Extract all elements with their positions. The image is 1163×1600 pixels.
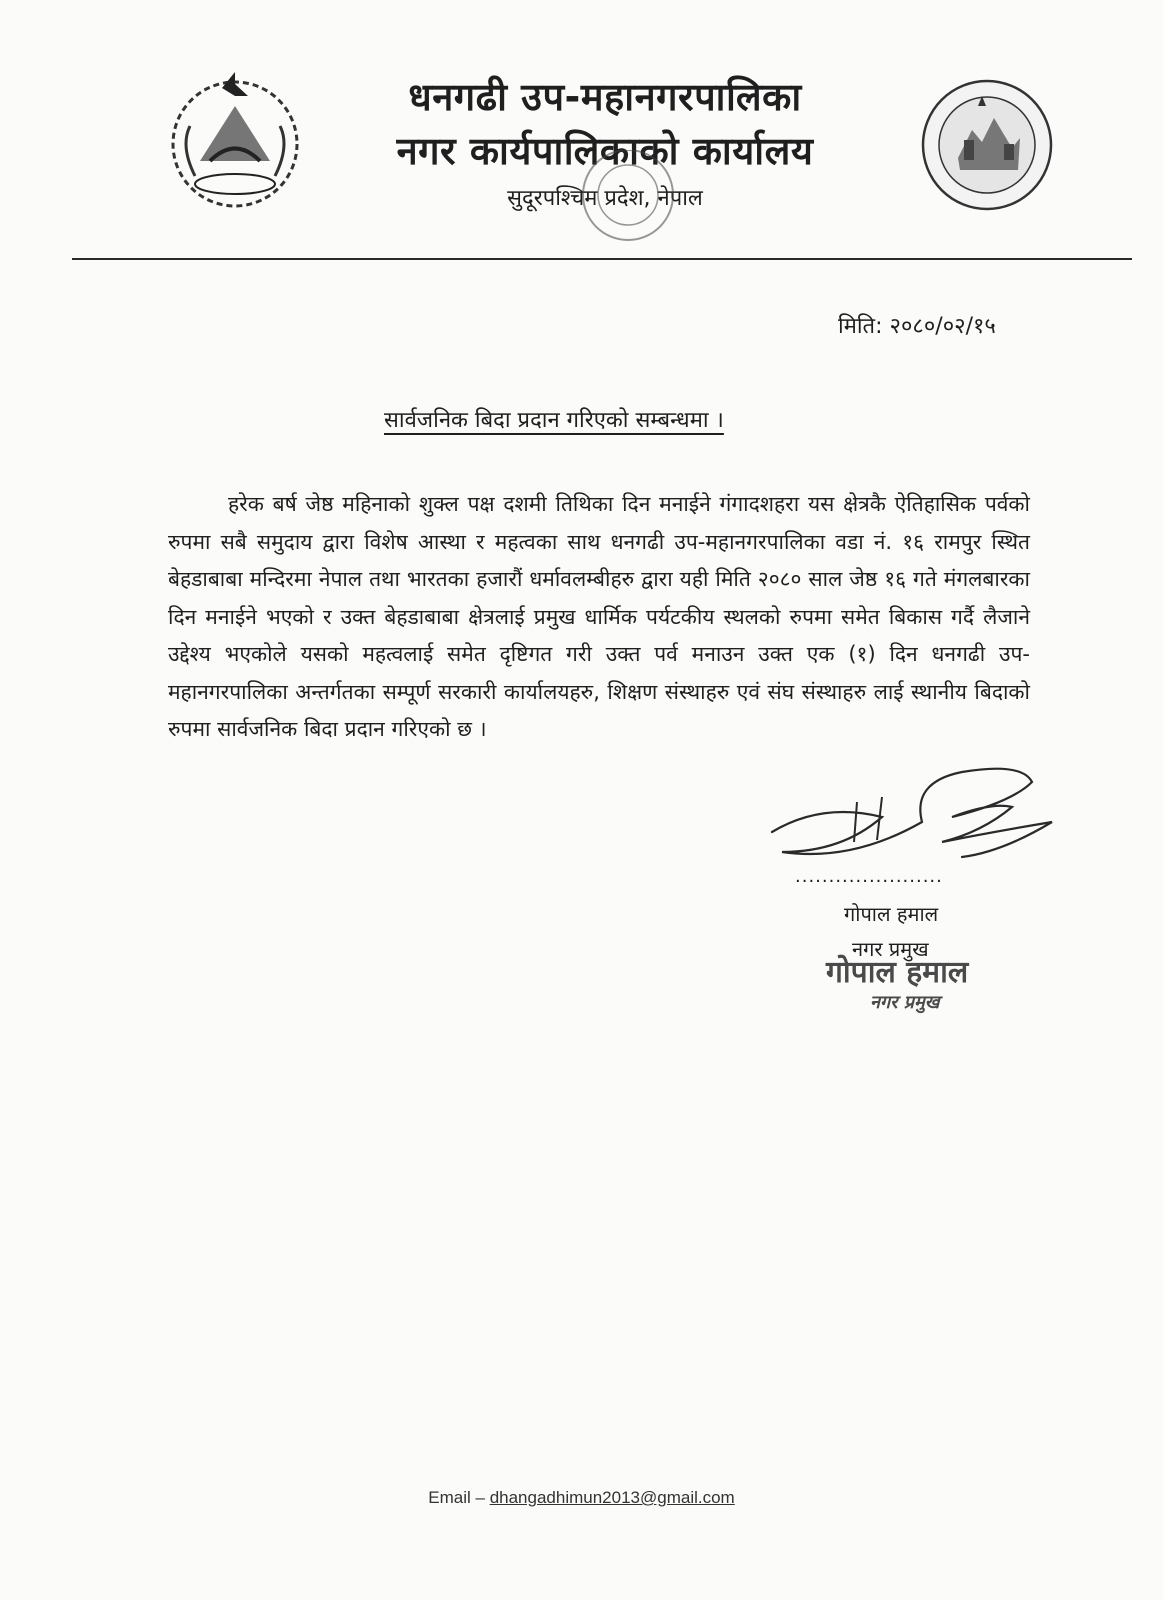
- letter-subject: सार्वजनिक बिदा प्रदान गरिएको सम्बन्धमा ।: [384, 408, 724, 433]
- signatory-title: नगर प्रमुख: [852, 937, 929, 961]
- email-link[interactable]: dhangadhimun2013@gmail.com: [489, 1488, 735, 1507]
- dhangadhi-municipality-seal-icon: [920, 78, 1055, 213]
- signature-icon: [762, 762, 1082, 882]
- stamp-signatory-name: गोपाल हमाल: [826, 955, 969, 990]
- organization-name: धनगढी उप-महानगरपालिका: [408, 75, 802, 119]
- footer: [0, 1488, 1163, 1508]
- date-label: मिति:: [838, 314, 883, 339]
- date-value: २०८०/०२/१५: [889, 314, 996, 339]
- letter-date: [838, 310, 996, 340]
- nepal-government-emblem-icon: [160, 66, 310, 216]
- office-location: सुदूरपश्चिम प्रदेश, नेपाल: [507, 186, 703, 211]
- stamp-signatory-title: नगर प्रमुख: [870, 992, 940, 1013]
- header-divider: [72, 258, 1132, 260]
- email-label: Email –: [428, 1488, 490, 1507]
- signature-line: ......................: [795, 866, 943, 887]
- office-name: नगर कार्यपालिकाको कार्यालय: [396, 129, 814, 173]
- letter-body: हरेक बर्ष जेष्ठ महिनाको शुक्ल पक्ष दशमी तिथिका दिन मनाईने गंगादशहरा यस क्षेत्रकै ऐतिहासिक पर्वको रुपमा सबै समुदाय द्वारा विशेष आस्था र महत्वका साथ धनगढी उप-महानगरपालिका वडा नं. १६ रामपुर स्थित बेहडाबाबा मन्दिरमा नेपाल तथा भारतका हजारौं धर्मावलम्बीहरु द्वारा यही मिति २०८० साल जेष्ठ १६ गते मंगलबारका दिन मनाईने भएको र उक्त बेहडाबाबा क्षेत्रलाई प्रमुख धार्मिक पर्यटकीय स्थलको रुपमा समेत बिकास गर्दै लैजाने उद्देश्य भएकोले यसको महत्वलाई समेत दृष्टिगत गरी उक्त पर्व मनाउन उक्त एक (१) दिन धनगढी उप-महानगरपालिका अन्तर्गतका सम्पूर्ण सरकारी कार्यालयहरु, शिक्षण संस्थाहरु एवं संघ संस्थाहरु लाई स्थानीय बिदाको रुपमा सार्वजनिक बिदा प्रदान गरिएको छ ।: [168, 492, 1030, 741]
- signatory-name: गोपाल हमाल: [844, 902, 939, 926]
- office-stamp-icon: [518, 150, 708, 260]
